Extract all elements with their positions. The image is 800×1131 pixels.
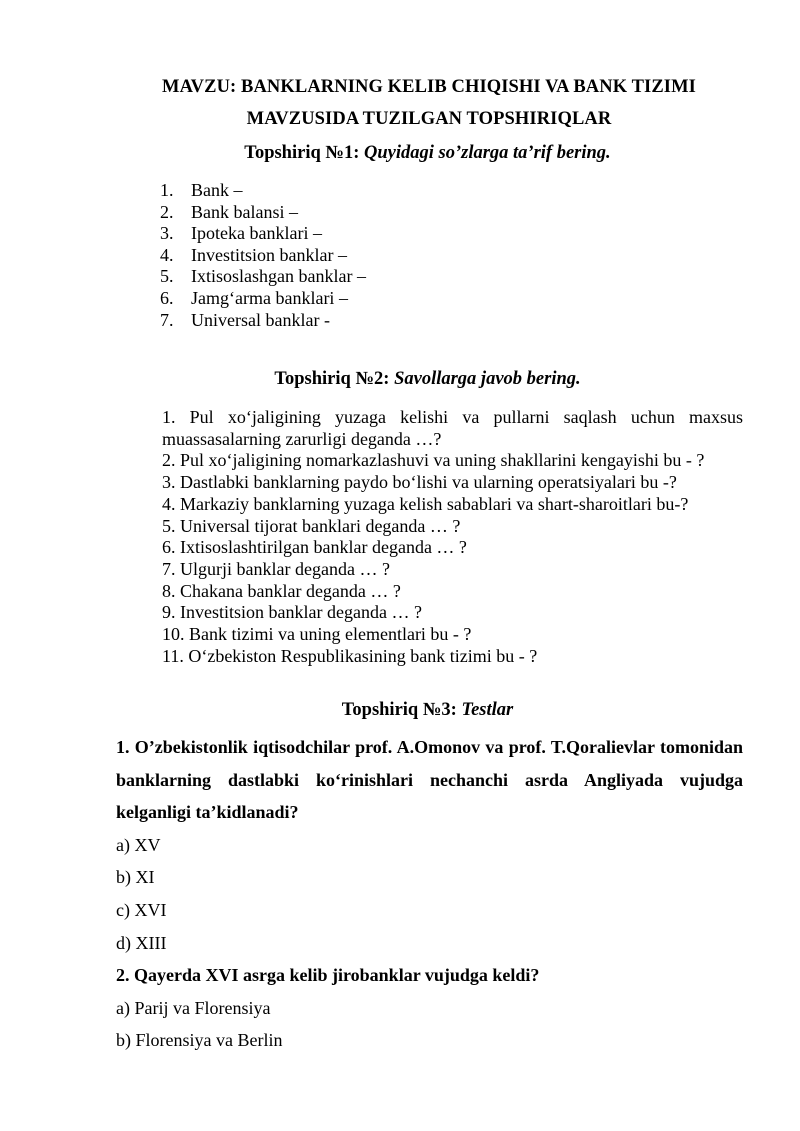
question-item: 7. Ulgurji banklar deganda … ?: [162, 558, 390, 579]
list-item-number: 1.: [160, 180, 174, 200]
test-question: 2. Qayerda XVI asrga kelib jirobanklar vujudga keldi?: [116, 965, 540, 986]
test-option: a) XV: [116, 834, 161, 855]
list-item-number: 5.: [160, 266, 174, 287]
task1-label: Topshiriq №1:: [244, 143, 360, 163]
list-item-text: Universal banklar -: [191, 309, 330, 330]
list-item: [160, 245, 366, 267]
task3-label: Topshiriq №3:: [341, 700, 457, 720]
test-question: 1. O’zbekistonlik iqtisodchilar prof. A.Omonov va prof. T.Qoralievlar tomonidan banklarning dastlabki ko‘rinishlari nechanchi asrda Angliyada vujudga kelganligi ta’kidlanadi?: [116, 737, 743, 823]
list-item-number: 7.: [160, 309, 174, 330]
task1-heading: [0, 143, 800, 164]
question-item: 10. Bank tizimi va uning elementlari bu - ?: [162, 624, 472, 645]
task2-heading: [0, 369, 800, 390]
list-item-text: Investitsion banklar –: [191, 244, 347, 265]
question-item: 3. Dastlabki banklarning paydo bo‘lishi va ularning operatsiyalari bu -?: [162, 472, 677, 493]
test-option: b) Florensiya va Berlin: [116, 1030, 283, 1051]
question-item: 6. Ixtisoslashtirilgan banklar deganda … ?: [162, 537, 467, 558]
task3-heading: [0, 700, 800, 721]
list-item-number: 4.: [160, 244, 174, 265]
question-item: 4. Markaziy banklarning yuzaga kelish sabablari va shart-sharoitlari bu-?: [162, 493, 689, 514]
task2-question-list: [162, 407, 743, 667]
document-title-line2: MAVZUSIDA TUZILGAN TOPSHIRIQLAR: [246, 109, 612, 129]
task2-instruction: Savollarga javob bering.: [394, 369, 581, 389]
test-option: b) XI: [116, 867, 155, 888]
list-item-number: 6.: [160, 287, 174, 308]
list-item: [160, 202, 366, 224]
test-option: c) XVI: [116, 899, 167, 920]
task3-instruction: Testlar: [461, 700, 514, 720]
list-item: [160, 288, 366, 310]
document-title-line1: MAVZU: BANKLARNING KELIB CHIQISHI VA BANK TIZIMI: [162, 77, 696, 97]
task1-term-list: [160, 180, 366, 331]
question-item: 5. Universal tijorat banklari deganda … ?: [162, 515, 461, 536]
list-item-number: 3.: [160, 223, 174, 244]
list-item: [160, 266, 366, 288]
question-item: 11. O‘zbekiston Respublikasining bank tizimi bu - ?: [162, 645, 538, 666]
test-option: a) Parij va Florensiya: [116, 997, 271, 1018]
question-item: 2. Pul xo‘jaligining nomarkazlashuvi va uning shakllarini kengayishi bu - ?: [162, 450, 705, 471]
list-item-text: Bank –: [191, 180, 243, 200]
task2-label: Topshiriq №2:: [274, 369, 390, 389]
list-item: [160, 310, 366, 332]
list-item: [160, 223, 366, 245]
question-item: 1. Pul xo‘jaligining yuzaga kelishi va pullarni saqlash uchun maxsus muassasalarning zarurligi deganda …?: [162, 407, 743, 449]
task1-instruction: Quyidagi so’zlarga ta’rif bering.: [364, 143, 611, 163]
list-item-text: Jamg‘arma banklari –: [191, 287, 348, 308]
list-item-text: Bank balansi –: [191, 201, 298, 222]
test-option: d) XIII: [116, 932, 167, 953]
list-item-text: Ipoteka banklari –: [191, 223, 322, 244]
list-item: [160, 180, 366, 202]
question-item: 9. Investitsion banklar deganda … ?: [162, 602, 422, 623]
list-item-text: Ixtisoslashgan banklar –: [191, 266, 366, 287]
task3-test-list: [116, 731, 743, 1057]
question-item: 8. Chakana banklar deganda … ?: [162, 580, 401, 601]
list-item-number: 2.: [160, 201, 174, 222]
